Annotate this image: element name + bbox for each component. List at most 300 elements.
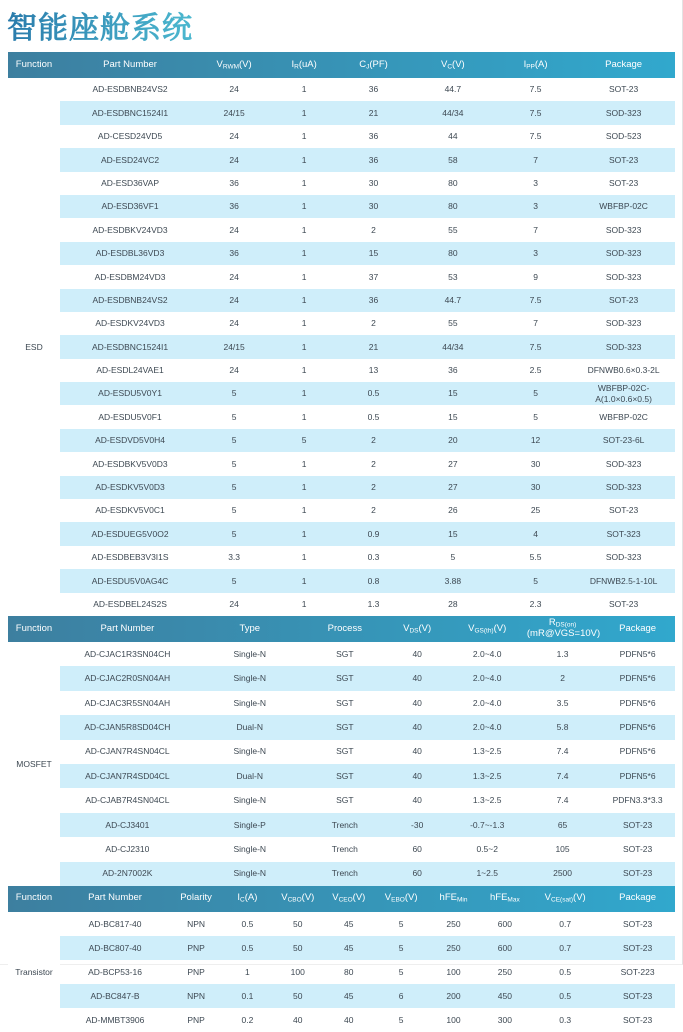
part-number-cell: AD-ESDKV24VD3 (95, 318, 165, 329)
value-cell: 50 (273, 936, 323, 960)
mosfet-function-cell: MOSFET (8, 642, 60, 886)
value-cell: 24/15 (200, 101, 268, 124)
value-cell: 450 (480, 984, 531, 1008)
part-number-cell: AD-ESD36VF1 (60, 195, 200, 218)
value-cell: 80 (448, 177, 458, 188)
value-cell: SOD-523 (605, 131, 642, 142)
esd-col-header-4: $C_J(PF)$ (340, 52, 407, 78)
value-cell: 0.2 (241, 1014, 254, 1025)
value-cell: SOT-223 (620, 966, 655, 977)
value-cell: 40 (412, 648, 422, 659)
value-cell: 1 (268, 242, 340, 265)
part-number-cell: AD-CJAC2R0SN04AH (60, 666, 195, 690)
value-cell: 5 (200, 569, 268, 592)
transistor-col-header-1: Part Number (60, 886, 170, 912)
value-cell: 1 (301, 505, 307, 516)
value-cell: SOD-323 (572, 242, 675, 265)
value-cell: SGT (336, 746, 354, 757)
value-cell: 36 (340, 148, 407, 171)
value-cell: 25 (530, 505, 541, 516)
esd-row (8, 289, 675, 312)
value-cell: 6 (375, 984, 428, 1008)
value-cell: 60 (385, 862, 450, 886)
value-cell: 2 (371, 458, 376, 469)
value-cell: 5 (200, 429, 268, 452)
value-cell: 30 (368, 177, 379, 188)
value-cell: 37 (368, 271, 379, 282)
mosfet-row (8, 837, 675, 861)
part-number-cell: AD-ESDL24VAE1 (96, 365, 164, 376)
part-number-cell: AD-BC847-B (60, 984, 170, 1008)
esd-row (8, 242, 675, 265)
value-cell: SOT-23 (622, 1014, 653, 1025)
value-cell: 5 (499, 382, 572, 405)
value-cell: 5 (200, 476, 268, 499)
transistor-col-header-5: $V_{CEO}(V)$ (323, 886, 375, 912)
value-cell: 0.5 (340, 382, 407, 405)
transistor-col-header-3: $I_C(A)$ (222, 886, 273, 912)
value-cell: Trench (331, 843, 358, 854)
value-cell: 100 (446, 966, 461, 977)
value-cell: 24 (200, 148, 268, 171)
value-cell: 36 (368, 131, 379, 142)
value-cell: 80 (344, 966, 354, 977)
value-cell: SOD-323 (572, 335, 675, 358)
value-cell: 1.3~2.5 (472, 746, 502, 757)
mosfet-row (8, 862, 675, 886)
esd-col-header-3: $I_R(uA)$ (268, 52, 340, 78)
value-cell: 12 (499, 429, 572, 452)
value-cell: 1 (301, 84, 307, 95)
transistor-row (8, 936, 675, 960)
esd-row (8, 312, 675, 335)
value-cell: 53 (448, 271, 458, 282)
value-cell: 4 (499, 522, 572, 545)
value-cell: WBFBP-02C (572, 195, 675, 218)
value-cell: 100 (446, 1014, 461, 1025)
part-number-cell: AD-ESDBKV5V0D3 (92, 458, 168, 469)
mosfet-col-header-3: Process (305, 616, 385, 642)
part-number-cell: AD-ESDBL36VD3 (60, 242, 200, 265)
value-cell: 55 (448, 318, 458, 329)
value-cell: 0.3 (559, 1014, 572, 1025)
part-number-cell: AD-ESDBNC1524I1 (60, 101, 200, 124)
value-cell: 3.88 (407, 569, 499, 592)
esd-col-header-6: $I_{PP}(A)$ (499, 52, 572, 78)
value-cell: 1.3 (367, 598, 380, 609)
value-cell: SOT-23-6L (572, 429, 675, 452)
value-cell: SGT (305, 764, 385, 788)
value-cell: 3.3 (228, 552, 241, 563)
transistor-row (8, 1008, 675, 1032)
value-cell: 1 (301, 131, 307, 142)
value-cell: SOT-23 (572, 289, 675, 312)
value-cell: PNP (170, 936, 222, 960)
transistor-col-header-4: $V_{CBO}(V)$ (273, 886, 323, 912)
part-number-cell: AD-ESD36VAP (101, 177, 160, 188)
value-cell: 0.5 (559, 966, 572, 977)
value-cell: SOD-323 (605, 318, 642, 329)
part-number-cell: AD-ESDBM24VD3 (94, 271, 166, 282)
mosfet-table (8, 616, 675, 886)
esd-row (8, 218, 675, 241)
value-cell: SOD-323 (572, 476, 675, 499)
value-cell: 0.9 (340, 522, 407, 545)
value-cell: 30 (530, 458, 541, 469)
value-cell: 1 (301, 365, 307, 376)
value-cell: 44 (448, 131, 458, 142)
value-cell: 1 (268, 569, 340, 592)
value-cell: 2 (371, 318, 376, 329)
value-cell: 24 (229, 271, 239, 282)
value-cell: 24 (229, 318, 239, 329)
value-cell: 0.8 (340, 569, 407, 592)
part-number-cell: AD-ESDBEL24S2S (93, 598, 167, 609)
value-cell: 45 (323, 936, 375, 960)
mosfet-row (8, 813, 675, 837)
mosfet-col-header-7: Package (600, 616, 675, 642)
value-cell: PNP (187, 966, 205, 977)
value-cell: 7.5 (499, 101, 572, 124)
value-cell: 5 (450, 552, 456, 563)
esd-row (8, 195, 675, 218)
value-cell: 65 (525, 813, 600, 837)
value-cell: 80 (407, 242, 499, 265)
value-cell: 60 (412, 843, 422, 854)
value-cell: 1 (301, 598, 307, 609)
esd-row (8, 429, 675, 452)
value-cell: PNP (187, 1014, 205, 1025)
part-number-cell: AD-ESDBEB3V3I1S (91, 552, 169, 563)
value-cell: 1 (301, 318, 307, 329)
transistor-row (8, 912, 675, 936)
value-cell: 5.8 (525, 715, 600, 739)
value-cell: 15 (407, 382, 499, 405)
value-cell: 5 (398, 918, 404, 929)
mosfet-row (8, 788, 675, 812)
mosfet-header-row (8, 616, 675, 642)
value-cell: 50 (273, 984, 323, 1008)
value-cell: 2 (371, 505, 376, 516)
value-cell: SOD-323 (605, 552, 642, 563)
part-number-cell: AD-MMBT3906 (85, 1014, 145, 1025)
esd-row (8, 452, 675, 475)
value-cell: 1 (301, 458, 307, 469)
value-cell: SOT-23 (622, 843, 653, 854)
value-cell: 2 (525, 666, 600, 690)
part-number-cell: AD-BC817-40 (88, 918, 142, 929)
value-cell: SOT-23 (572, 148, 675, 171)
value-cell: 1.3~2.5 (472, 795, 502, 806)
value-cell: 7 (499, 148, 572, 171)
value-cell: 36 (448, 365, 458, 376)
transistor-function-cell: Transistor (8, 912, 60, 1032)
value-cell: SOT-23 (608, 84, 639, 95)
value-cell: 5 (200, 522, 268, 545)
value-cell: 0.7 (530, 936, 600, 960)
part-number-cell: AD-ESDKV5V0C1 (95, 505, 165, 516)
esd-row (8, 359, 675, 382)
value-cell: 36 (200, 195, 268, 218)
value-cell: 3 (499, 242, 572, 265)
value-cell: 3.5 (556, 697, 569, 708)
part-number-cell: AD-BCP53-16 (88, 966, 142, 977)
value-cell: 24 (229, 131, 239, 142)
esd-row (8, 405, 675, 428)
mosfet-row (8, 715, 675, 739)
esd-row (8, 522, 675, 545)
esd-row (8, 476, 675, 499)
esd-row (8, 265, 675, 288)
value-cell: 600 (480, 936, 531, 960)
value-cell: 21 (340, 101, 407, 124)
value-cell: 7.4 (556, 795, 569, 806)
value-cell: 1~2.5 (450, 862, 525, 886)
value-cell: PDFN5*6 (600, 666, 675, 690)
value-cell: Single-N (195, 862, 305, 886)
value-cell: SOT-23 (600, 862, 675, 886)
transistor-col-header-10: Package (600, 886, 675, 912)
mosfet-row (8, 740, 675, 764)
esd-row (8, 382, 675, 405)
value-cell: 2.3 (529, 598, 542, 609)
value-cell: SOD-323 (572, 101, 675, 124)
value-cell: 15 (407, 522, 499, 545)
value-cell: 58 (407, 148, 499, 171)
value-cell: 2 (371, 224, 376, 235)
esd-col-header-0: Function (8, 52, 60, 78)
value-cell: 27 (448, 458, 458, 469)
value-cell: 44.7 (444, 84, 462, 95)
transistor-col-header-8: hFE$_{Max}$ (480, 886, 531, 912)
value-cell: 24 (200, 289, 268, 312)
value-cell: 1 (245, 966, 250, 977)
mosfet-row (8, 642, 675, 666)
value-cell: Single-N (233, 697, 267, 708)
value-cell: 1 (268, 289, 340, 312)
value-cell: 36 (368, 84, 379, 95)
value-cell: 5 (231, 411, 237, 422)
part-number-cell: AD-ESD24VC2 (60, 148, 200, 171)
esd-col-header-7: Package (572, 52, 675, 78)
value-cell: 28 (448, 598, 458, 609)
esd-row (8, 125, 675, 148)
esd-row (8, 148, 675, 171)
value-cell: SOT-323 (572, 522, 675, 545)
value-cell: 24 (229, 84, 239, 95)
value-cell: 600 (497, 918, 512, 929)
value-cell: PDFN3.3*3.3 (612, 795, 663, 806)
value-cell: 1.3~2.5 (450, 764, 525, 788)
value-cell: 7.4 (525, 764, 600, 788)
transistor-row (8, 960, 675, 984)
value-cell: 44/34 (407, 101, 499, 124)
value-cell: 45 (344, 918, 354, 929)
value-cell: NPN (187, 918, 206, 929)
value-cell: SGT (336, 795, 354, 806)
value-cell: DFNWB2.5-1-10L (572, 569, 675, 592)
value-cell: 1 (268, 476, 340, 499)
value-cell: 2 (340, 429, 407, 452)
value-cell: 13 (368, 365, 379, 376)
part-number-cell: AD-ESDBNB24VS2 (92, 84, 168, 95)
value-cell: WBFBP-02C- A(1.0×0.6×0.5) (572, 382, 675, 405)
value-cell: Trench (305, 862, 385, 886)
value-cell: Single-N (233, 648, 267, 659)
part-number-cell: AD-CJAC3R5SN04AH (84, 697, 171, 708)
part-number-cell: AD-CJAN7R4SN04CL (85, 746, 170, 757)
value-cell: 1 (268, 382, 340, 405)
mosfet-col-header-1: Part Number (60, 616, 195, 642)
value-cell: 5 (499, 569, 572, 592)
value-cell: 44.7 (407, 289, 499, 312)
value-cell: 2.0~4.0 (450, 666, 525, 690)
transistor-row (8, 984, 675, 1008)
value-cell: 7.5 (499, 335, 572, 358)
transistor-col-header-7: hFE$_{Min}$ (427, 886, 479, 912)
spec-tables-container (8, 52, 675, 1032)
value-cell: PDFN5*6 (600, 764, 675, 788)
value-cell: 24 (229, 365, 239, 376)
value-cell: 2.0~4.0 (472, 697, 502, 708)
value-cell: 7.5 (529, 84, 542, 95)
value-cell: 2.5 (529, 365, 542, 376)
value-cell: 5 (533, 411, 538, 422)
value-cell: 1.3 (556, 648, 569, 659)
value-cell: SOT-23 (608, 177, 639, 188)
value-cell: 50 (293, 918, 303, 929)
value-cell: 40 (385, 715, 450, 739)
value-cell: 15 (448, 411, 458, 422)
esd-row (8, 172, 675, 195)
value-cell: 40 (412, 795, 422, 806)
value-cell: 1 (268, 148, 340, 171)
page-title: 智能座舱系统 (0, 0, 193, 52)
value-cell: SOT-23 (608, 598, 639, 609)
value-cell: PDFN5*6 (619, 648, 656, 659)
value-cell: SGT (336, 648, 354, 659)
value-cell: 1 (268, 522, 340, 545)
value-cell: 5 (398, 966, 404, 977)
value-cell: 5 (231, 458, 237, 469)
value-cell: 5.5 (529, 552, 542, 563)
mosfet-col-header-5: $V_{GS(th)}(V)$ (450, 616, 525, 642)
part-number-cell: AD-CJAC1R3SN04CH (84, 648, 171, 659)
part-number-cell: AD-CESD24VD5 (97, 131, 163, 142)
value-cell: 2.0~4.0 (450, 715, 525, 739)
value-cell: 100 (290, 966, 305, 977)
value-cell: PDFN5*6 (619, 697, 656, 708)
value-cell: PDFN5*6 (600, 715, 675, 739)
value-cell: 250 (427, 936, 479, 960)
value-cell: 200 (427, 984, 479, 1008)
esd-header-row (8, 52, 675, 78)
value-cell: 5 (231, 505, 237, 516)
part-number-cell: AD-ESDU5V0Y1 (60, 382, 200, 405)
value-cell: SGT (305, 666, 385, 690)
value-cell: PDFN5*6 (619, 746, 656, 757)
value-cell: 2500 (525, 862, 600, 886)
mosfet-col-header-4: $V_{DS}(V)$ (385, 616, 450, 642)
value-cell: 27 (407, 476, 499, 499)
value-cell: WBFBP-02C (599, 411, 648, 422)
value-cell: SOT-23 (608, 505, 639, 516)
value-cell: 7.5 (529, 131, 542, 142)
part-number-cell: AD-BC807-40 (60, 936, 170, 960)
value-cell: -30 (385, 813, 450, 837)
part-number-cell: AD-ESDUEG5V0O2 (60, 522, 200, 545)
value-cell: 0.1 (222, 984, 273, 1008)
value-cell: 30 (340, 195, 407, 218)
value-cell: 24 (229, 598, 239, 609)
value-cell: Single-N (233, 843, 267, 854)
mosfet-row (8, 764, 675, 788)
esd-function-cell: ESD (8, 78, 60, 616)
value-cell: 44/34 (407, 335, 499, 358)
value-cell: 36 (200, 242, 268, 265)
part-number-cell: AD-ESDBKV24VD3 (92, 224, 168, 235)
part-number-cell: AD-ESDU5V0F1 (98, 411, 162, 422)
esd-row (8, 593, 675, 616)
value-cell: 1 (301, 552, 307, 563)
value-cell: 36 (229, 177, 239, 188)
value-cell: -0.7~-1.3 (450, 813, 525, 837)
value-cell: 0.5~2 (476, 843, 498, 854)
value-cell: 1 (301, 411, 307, 422)
value-cell: Single-P (195, 813, 305, 837)
value-cell: 250 (446, 918, 461, 929)
value-cell: Dual-N (195, 715, 305, 739)
part-number-cell: AD-CJAB7R4SN04CL (85, 795, 170, 806)
part-number-cell: AD-2N7002K (60, 862, 195, 886)
transistor-col-header-0: Function (8, 886, 60, 912)
value-cell: 1 (268, 101, 340, 124)
value-cell: SOD-323 (605, 271, 642, 282)
value-cell: 250 (497, 966, 512, 977)
part-number-cell: AD-ESDBNB24VS2 (60, 289, 200, 312)
esd-row (8, 499, 675, 522)
esd-row (8, 101, 675, 124)
value-cell: SOD-323 (605, 458, 642, 469)
value-cell: 3 (499, 195, 572, 218)
part-number-cell: AD-ESDBNC1524I1 (60, 335, 200, 358)
value-cell: Dual-N (195, 764, 305, 788)
value-cell: 40 (412, 697, 422, 708)
value-cell: 9 (533, 271, 538, 282)
value-cell: 3 (533, 177, 538, 188)
value-cell: 1 (301, 271, 307, 282)
part-number-cell: AD-ESDVD5V0H4 (60, 429, 200, 452)
esd-row (8, 78, 675, 101)
value-cell: Trench (305, 813, 385, 837)
transistor-col-header-9: $V_{CE(sat)}(V)$ (530, 886, 600, 912)
value-cell: 40 (385, 666, 450, 690)
value-cell: 0.5 (530, 984, 600, 1008)
value-cell: 0.7 (559, 918, 572, 929)
value-cell: Single-N (233, 795, 267, 806)
esd-row (8, 546, 675, 569)
esd-col-header-2: $V_{RWM}(V)$ (200, 52, 268, 78)
value-cell: 55 (448, 224, 458, 235)
value-cell: 40 (412, 746, 422, 757)
mosfet-row (8, 666, 675, 690)
esd-row (8, 335, 675, 358)
value-cell: 40 (385, 764, 450, 788)
value-cell: 1 (301, 224, 307, 235)
esd-row (8, 569, 675, 592)
value-cell: 45 (323, 984, 375, 1008)
value-cell: DFNWB0.6×0.3-2L (587, 365, 660, 376)
